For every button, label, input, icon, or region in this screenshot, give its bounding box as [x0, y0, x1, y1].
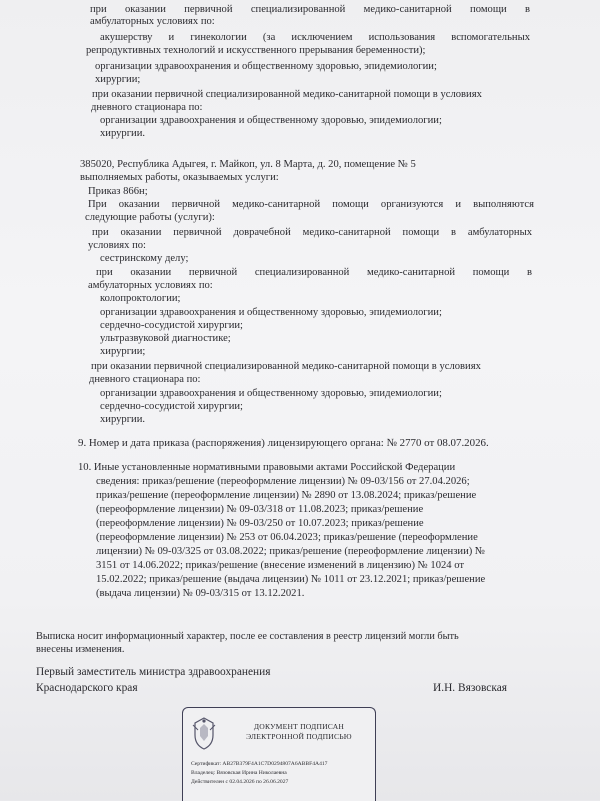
text-line: ультразвуковой диагностике; — [100, 333, 231, 344]
text-line: организации здравоохранения и общественному здоровью, эпидемиологии; — [100, 388, 442, 399]
text-line: следующие работы (услуги): — [85, 212, 215, 223]
text-line: организации здравоохранения и общественному здоровью, эпидемиологии; — [100, 115, 442, 126]
text-line: 10. Иные установленные нормативными правовыми актами Российской Федерации — [78, 462, 456, 473]
text-line: организации здравоохранения и общественному здоровью, эпидемиологии; — [100, 307, 442, 318]
text-line: репродуктивных технологий и искусственного прерывания беременности); — [86, 45, 426, 56]
text-line: (переоформление лицензии) № 09-03/250 от 10.07.2023; приказ/решение — [96, 518, 424, 529]
stamp-subtitle: ЭЛЕКТРОННОЙ ПОДПИСЬЮ — [246, 732, 352, 741]
text-line: 15.02.2022; приказ/решение (выдача лицензии) № 1011 от 23.12.2021; приказ/решение — [96, 574, 486, 585]
text-line: дневного стационара по: — [89, 374, 201, 385]
address-line: 385020, Республика Адыгея, г. Майкоп, ул. 8 Марта, д. 20, помещение № 5 — [80, 159, 416, 170]
text-line: акушерству и гинекологии (за исключением использования вспомогательных — [100, 32, 530, 43]
signatory-title: Первый заместитель министра здравоохранения — [36, 666, 271, 678]
note-line: внесены изменения. — [36, 644, 125, 655]
electronic-signature-stamp — [182, 707, 376, 801]
text-line: сестринскому делу; — [100, 253, 189, 264]
text-line: при оказании первичной доврачебной медико-санитарной помощи в амбулаторных — [92, 227, 532, 238]
text-line: (переоформление лицензии) № 253 от 06.04.2023; приказ/решение (переоформление — [96, 532, 478, 543]
note-line: Выписка носит информационный характер, после ее составления в реестр лицензий могли быть — [36, 631, 459, 642]
text-line: при оказании первичной специализированной медико-санитарной помощи в — [90, 4, 530, 15]
text-line: организации здравоохранения и общественному здоровью, эпидемиологии; — [95, 61, 437, 72]
text-line: при оказании первичной специализированной медико-санитарной помощи в условиях — [92, 89, 482, 100]
license-order-number: 9. Номер и дата приказа (распоряжения) лицензирующего органа: № 2770 от 08.07.2026. — [78, 437, 489, 449]
text-line: при оказании первичной специализированной медико-санитарной помощи в условиях — [91, 361, 481, 372]
text-line: амбулаторных условиях по: — [88, 280, 213, 291]
stamp-title: ДОКУМЕНТ ПОДПИСАН — [253, 722, 345, 731]
text-line: амбулаторных условиях по: — [90, 16, 215, 27]
text-line: хирургии. — [100, 414, 146, 425]
text-line: приказ/решение (переоформление лицензии) № 2890 от 13.08.2024; приказ/решение — [96, 490, 477, 501]
stamp-certificate: Сертификат: AB27B379F4A1C7D0294807A6ABBF4A417 — [191, 761, 328, 767]
text-line: при оказании первичной специализированной медико-санитарной помощи в — [96, 267, 532, 278]
text-line: (выдача лицензии) № 09-03/315 от 13.12.2021. — [96, 588, 305, 599]
text-line: хирургии. — [100, 128, 146, 139]
signatory-name: И.Н. Вязовская — [433, 682, 507, 694]
text-line: лицензии) № 09-03/325 от 03.08.2022; приказ/решение (переоформление лицензии) № — [96, 546, 486, 557]
signatory-region: Краснодарского края — [36, 682, 138, 694]
text-line: колопроктологии; — [100, 293, 181, 304]
text-line: При оказании первичной медико-санитарной помощи организуются и выполняются — [88, 199, 534, 210]
stamp-owner: Владелец: Вязовская Ирина Николаевна — [191, 770, 287, 776]
text-line: 3151 от 14.06.2022; приказ/решение (внесение изменений в лицензию) № 1024 от — [96, 560, 465, 571]
coat-of-arms-icon — [189, 715, 219, 751]
stamp-validity: Действителен с 02.04.2026 по 26.06.2027 — [191, 779, 289, 785]
text-line: хирургии; — [95, 74, 141, 85]
text-line: сердечно-сосудистой хирургии; — [100, 401, 244, 412]
text-line: дневного стационара по: — [91, 102, 203, 113]
text-line: (переоформление лицензии) № 09-03/318 от 11.08.2023; приказ/решение — [96, 504, 424, 515]
text-line: сердечно-сосудистой хирургии; — [100, 320, 244, 331]
text-line: сведения: приказ/решение (переоформление лицензии) № 09-03/156 от 27.04.2026; — [96, 476, 470, 487]
text-line: выполняемых работы, оказываемых услуги: — [80, 172, 279, 183]
text-line: хирургии; — [100, 346, 146, 357]
text-line: Приказ 866н; — [88, 186, 148, 197]
text-line: условиях по: — [88, 240, 146, 251]
